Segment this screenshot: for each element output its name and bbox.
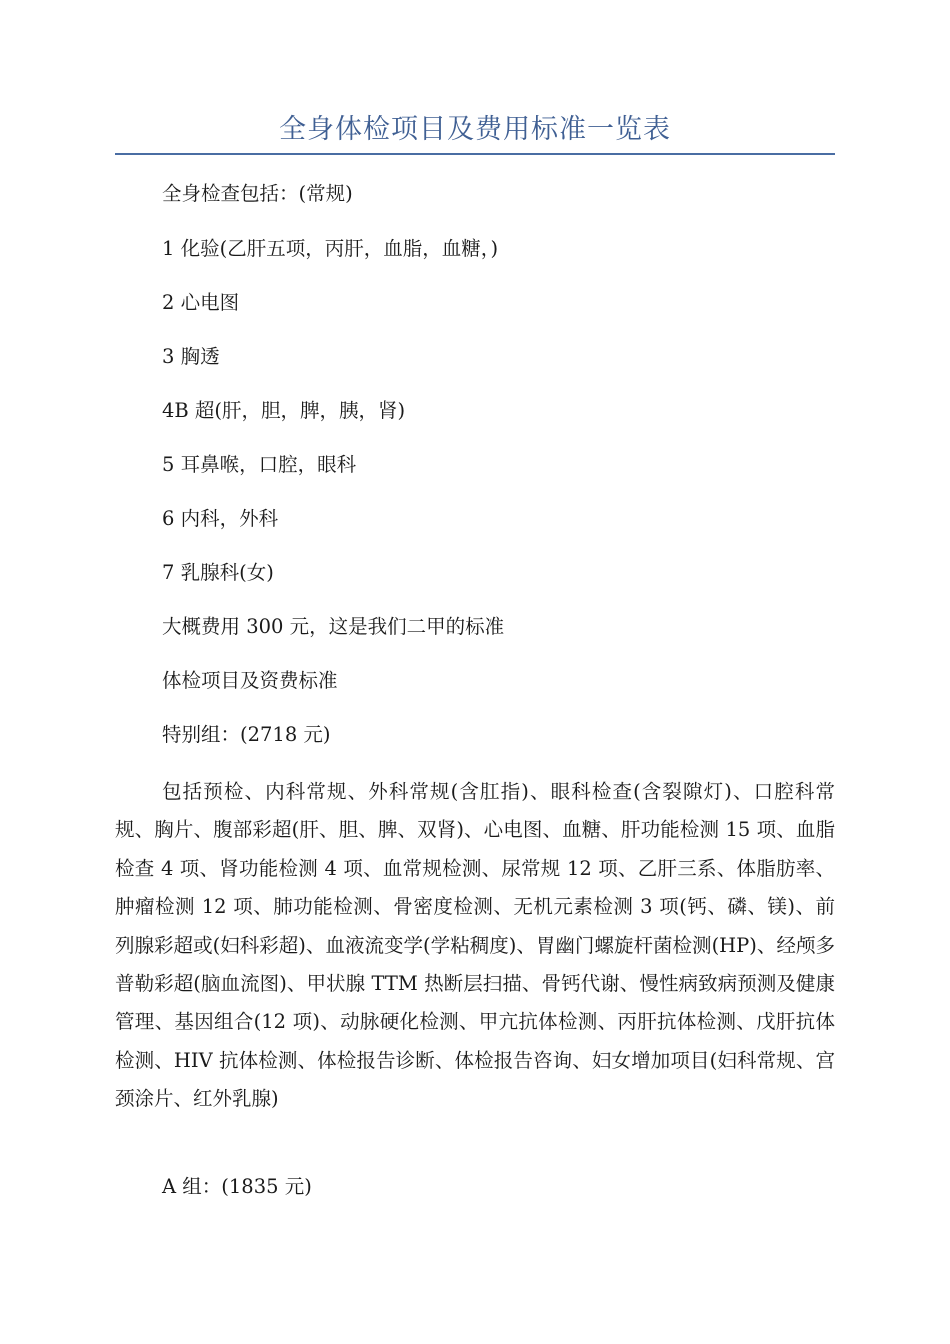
title-underline [115, 153, 835, 155]
text-line: 1 化验(乙肝五项，丙肝，血脂，血糖，) [162, 237, 499, 260]
text-line: 大概费用 300 元，这是我们二甲的标准 [162, 615, 505, 638]
special-group-description: 包括预检、内科常规、外科常规(含肛指)、眼科检查(含裂隙灯)、口腔科常规、胸片、腹部彩超(肝、胆、脾、双肾)、心电图、血糖、肝功能检测 15 项、血脂检查 4 项、肾功能检测 4 项、血常规检测、尿常规 12 项、乙肝三系、体脂肪率、肿瘤检测 12 项、肺功能检测、骨密度检测、无机元素检测 3 项(钙、磷、镁)、前列腺彩超或(妇科彩超)、血液流变学(学粘稠度)、胃幽门螺旋杆菌检测(HP)、经颅多普勒彩超(脑血流图)、甲状腺 TTM 热断层扫描、骨钙代谢、慢性病致病预测及健康管理、基因组合(12 项)、动脉硬化检测、甲亢抗体检测、丙肝抗体检测、戊肝抗体检测、HIV 抗体检测、体检报告诊断、体检报告咨询、妇女增加项目(妇科常规、宫颈涂片、红外乳腺) [115, 780, 835, 1111]
group-a-heading: A 组：(1835 元) [162, 1175, 312, 1198]
text-line: 2 心电图 [162, 291, 240, 314]
text-line: 体检项目及资费标准 [162, 669, 338, 692]
text-line: 3 胸透 [162, 345, 220, 368]
text-line: 4B 超(肝，胆，脾，胰，肾) [162, 399, 406, 422]
text-line: 全身检查包括：(常规) [162, 182, 353, 205]
document-title: 全身体检项目及费用标准一览表 [279, 114, 671, 145]
text-line: 特别组：(2718 元) [162, 723, 331, 746]
text-line: 7 乳腺科(女) [162, 561, 274, 584]
text-line: 6 内科，外科 [162, 507, 279, 530]
text-line: 5 耳鼻喉，口腔，眼科 [162, 453, 357, 476]
